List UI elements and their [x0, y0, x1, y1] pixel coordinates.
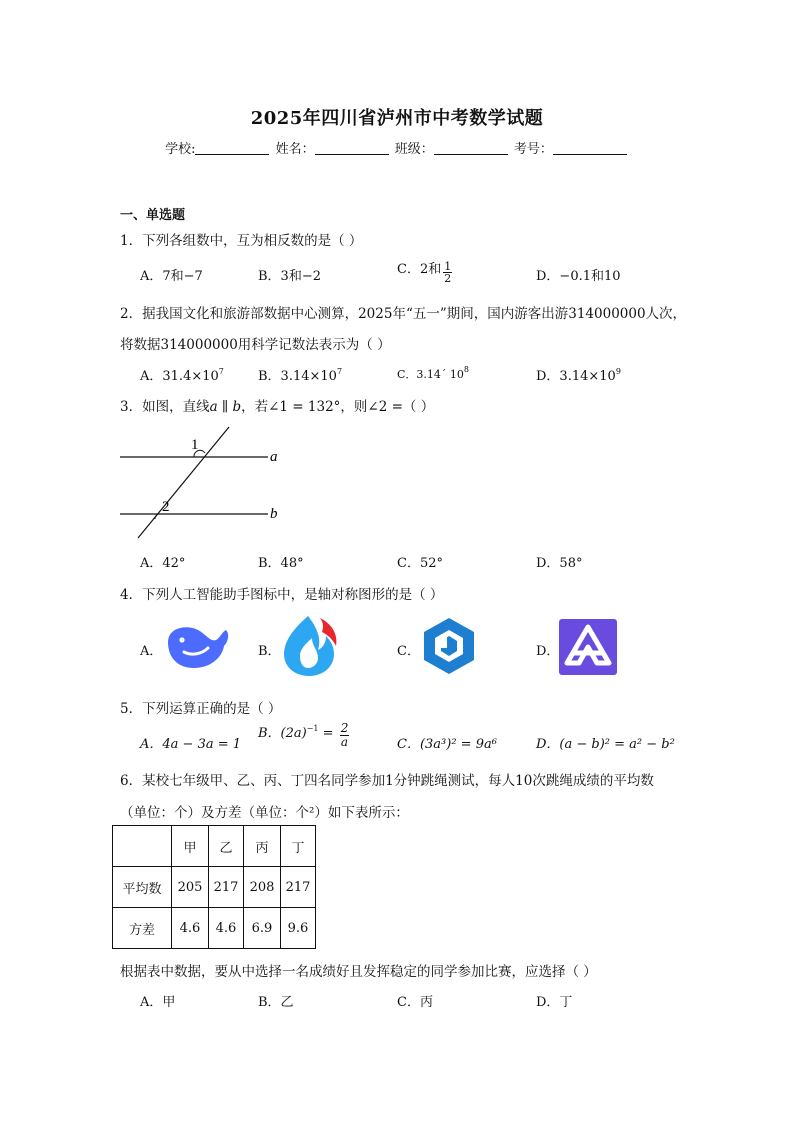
q1-option-b: B．3和−2 [258, 269, 321, 284]
q5-b-equals: = [318, 726, 338, 741]
q3-option-c: C．52° [397, 556, 443, 571]
exam-no-label: 考号： [513, 142, 553, 157]
q5-option-c: C．(3a³)² = 9a⁶ [397, 737, 497, 752]
q3-option-b: B．48° [258, 556, 304, 571]
q1-option-c-text: C．2和 [397, 262, 442, 277]
q3-parallel-relation: a ∥ b [209, 399, 242, 415]
question-6-line-1: 6．某校七年级甲、乙、丙、丁四名同学参加1分钟跳绳测试，每人10次跳绳成绩的平均数 [120, 773, 654, 789]
q4-option-c-label: C． [397, 644, 420, 659]
q5-b-base: B．(2a) [258, 726, 307, 741]
q4-option-a-label: A． [140, 644, 163, 659]
table-header-row [113, 826, 316, 867]
table-cell: 217 [281, 867, 316, 908]
question-5-stem: 5．下列运算正确的是（ ） [120, 701, 282, 717]
table-cell: 205 [172, 867, 209, 908]
angle-2-label: 2 [162, 499, 170, 515]
class-blank[interactable] [434, 142, 508, 155]
exam-no-blank[interactable] [553, 142, 627, 155]
table-cell: 4.6 [172, 908, 209, 949]
fraction-denominator: 2 [444, 272, 452, 285]
q1-fraction [443, 261, 452, 284]
table-row [113, 867, 316, 908]
name-label: 姓名： [275, 142, 315, 157]
q5-b-exponent: −1 [306, 724, 319, 733]
q2-d-base: D．3.14×10 [536, 369, 616, 384]
angle-1-label: 1 [191, 437, 199, 453]
q2-option-d [536, 365, 621, 384]
q1-option-d: D．−0.1和10 [536, 269, 621, 284]
q4-option-d-label: D． [536, 644, 560, 659]
table-cell: 4.6 [209, 908, 244, 949]
q3-stem-prefix: 3．如图，直线 [120, 399, 210, 415]
q6-option-d: D．丁 [536, 995, 573, 1010]
table-row-label: 方差 [113, 908, 172, 949]
line-a-label: a [270, 449, 278, 465]
table-header-cell: 丙 [244, 826, 281, 867]
table-cell: 217 [209, 867, 244, 908]
question-4-stem: 4．下列人工智能助手图标中，是轴对称图形的是（ ） [120, 587, 444, 603]
q2-c-base: C．3.14´ 10 [397, 368, 464, 381]
q2-d-exponent: 9 [615, 367, 621, 376]
question-2-line-2: 将数据314000000用科学记数法表示为（ ） [120, 337, 391, 353]
q3-option-d: D．58° [536, 556, 583, 571]
q5-option-b [258, 722, 349, 749]
q6-option-b: B．乙 [258, 995, 294, 1010]
flame-logo-icon [278, 612, 340, 678]
whale-logo-icon [164, 618, 232, 672]
table-row [113, 908, 316, 949]
q1-option-c [397, 258, 452, 284]
q6-option-a: A．甲 [140, 995, 176, 1010]
q2-option-b [258, 365, 342, 384]
table-cell: 6.9 [244, 908, 281, 949]
q2-c-exponent: 8 [463, 365, 469, 374]
hexagon-cube-logo-icon [419, 616, 479, 676]
school-label: 学校: [165, 142, 196, 157]
student-info-line [0, 138, 794, 157]
q2-a-base: A．31.4×10 [140, 369, 219, 384]
question-6-line-2: （单位：个）及方差（单位：个²）如下表所示： [120, 805, 409, 821]
table-cell: 9.6 [281, 908, 316, 949]
fraction-numerator: 1 [444, 260, 452, 273]
table-header-cell [113, 826, 172, 867]
q3-option-a: A．42° [140, 556, 186, 571]
parallel-lines-figure [112, 420, 292, 542]
transversal-line [138, 427, 229, 538]
q3-stem-suffix: ，若∠1 = 132°，则∠2 =（ ） [241, 399, 435, 415]
name-blank[interactable] [315, 142, 389, 155]
table-row-label: 平均数 [113, 867, 172, 908]
line-b-label: b [270, 506, 278, 522]
angle-2-arc [155, 514, 158, 519]
class-label: 班级： [394, 142, 434, 157]
q6-option-c: C．丙 [397, 995, 433, 1010]
question-2-line-1: 2．据我国文化和旅游部数据中心测算，2025年“五一”期间，国内游客出游314000000人次， [120, 306, 687, 322]
q2-b-base: B．3.14×10 [258, 369, 337, 384]
q2-option-a [140, 365, 224, 384]
table-cell: 208 [244, 867, 281, 908]
q5-b-fraction [340, 722, 350, 749]
question-3-stem [120, 395, 434, 415]
question-1-stem: 1．下列各组数中，互为相反数的是（ ） [120, 233, 363, 249]
fraction-denominator: a [340, 735, 349, 749]
table-header-cell: 乙 [209, 826, 244, 867]
q5-option-d: D．(a − b)² = a² − b² [536, 737, 675, 752]
q2-option-c [397, 365, 469, 382]
q4-option-b-label: B． [258, 644, 281, 659]
q1-option-a: A．7和−7 [140, 269, 203, 284]
q5-option-a: A．4a − 3a = 1 [140, 737, 242, 752]
q2-b-exponent: 7 [336, 367, 343, 376]
table-header-cell: 丁 [281, 826, 316, 867]
score-table [112, 825, 316, 949]
question-6-line-3: 根据表中数据，要从中选择一名成绩好且发挥稳定的同学参加比赛，应选择（ ） [120, 964, 597, 980]
fraction-numerator: 2 [340, 721, 349, 735]
triangle-knot-logo-icon [559, 619, 617, 675]
table-header-cell: 甲 [172, 826, 209, 867]
page-title: 2025年四川省泸州市中考数学试题 [250, 108, 544, 129]
school-blank[interactable] [195, 142, 269, 155]
q2-a-exponent: 7 [218, 367, 224, 376]
section-heading: 一、单选题 [120, 208, 186, 223]
